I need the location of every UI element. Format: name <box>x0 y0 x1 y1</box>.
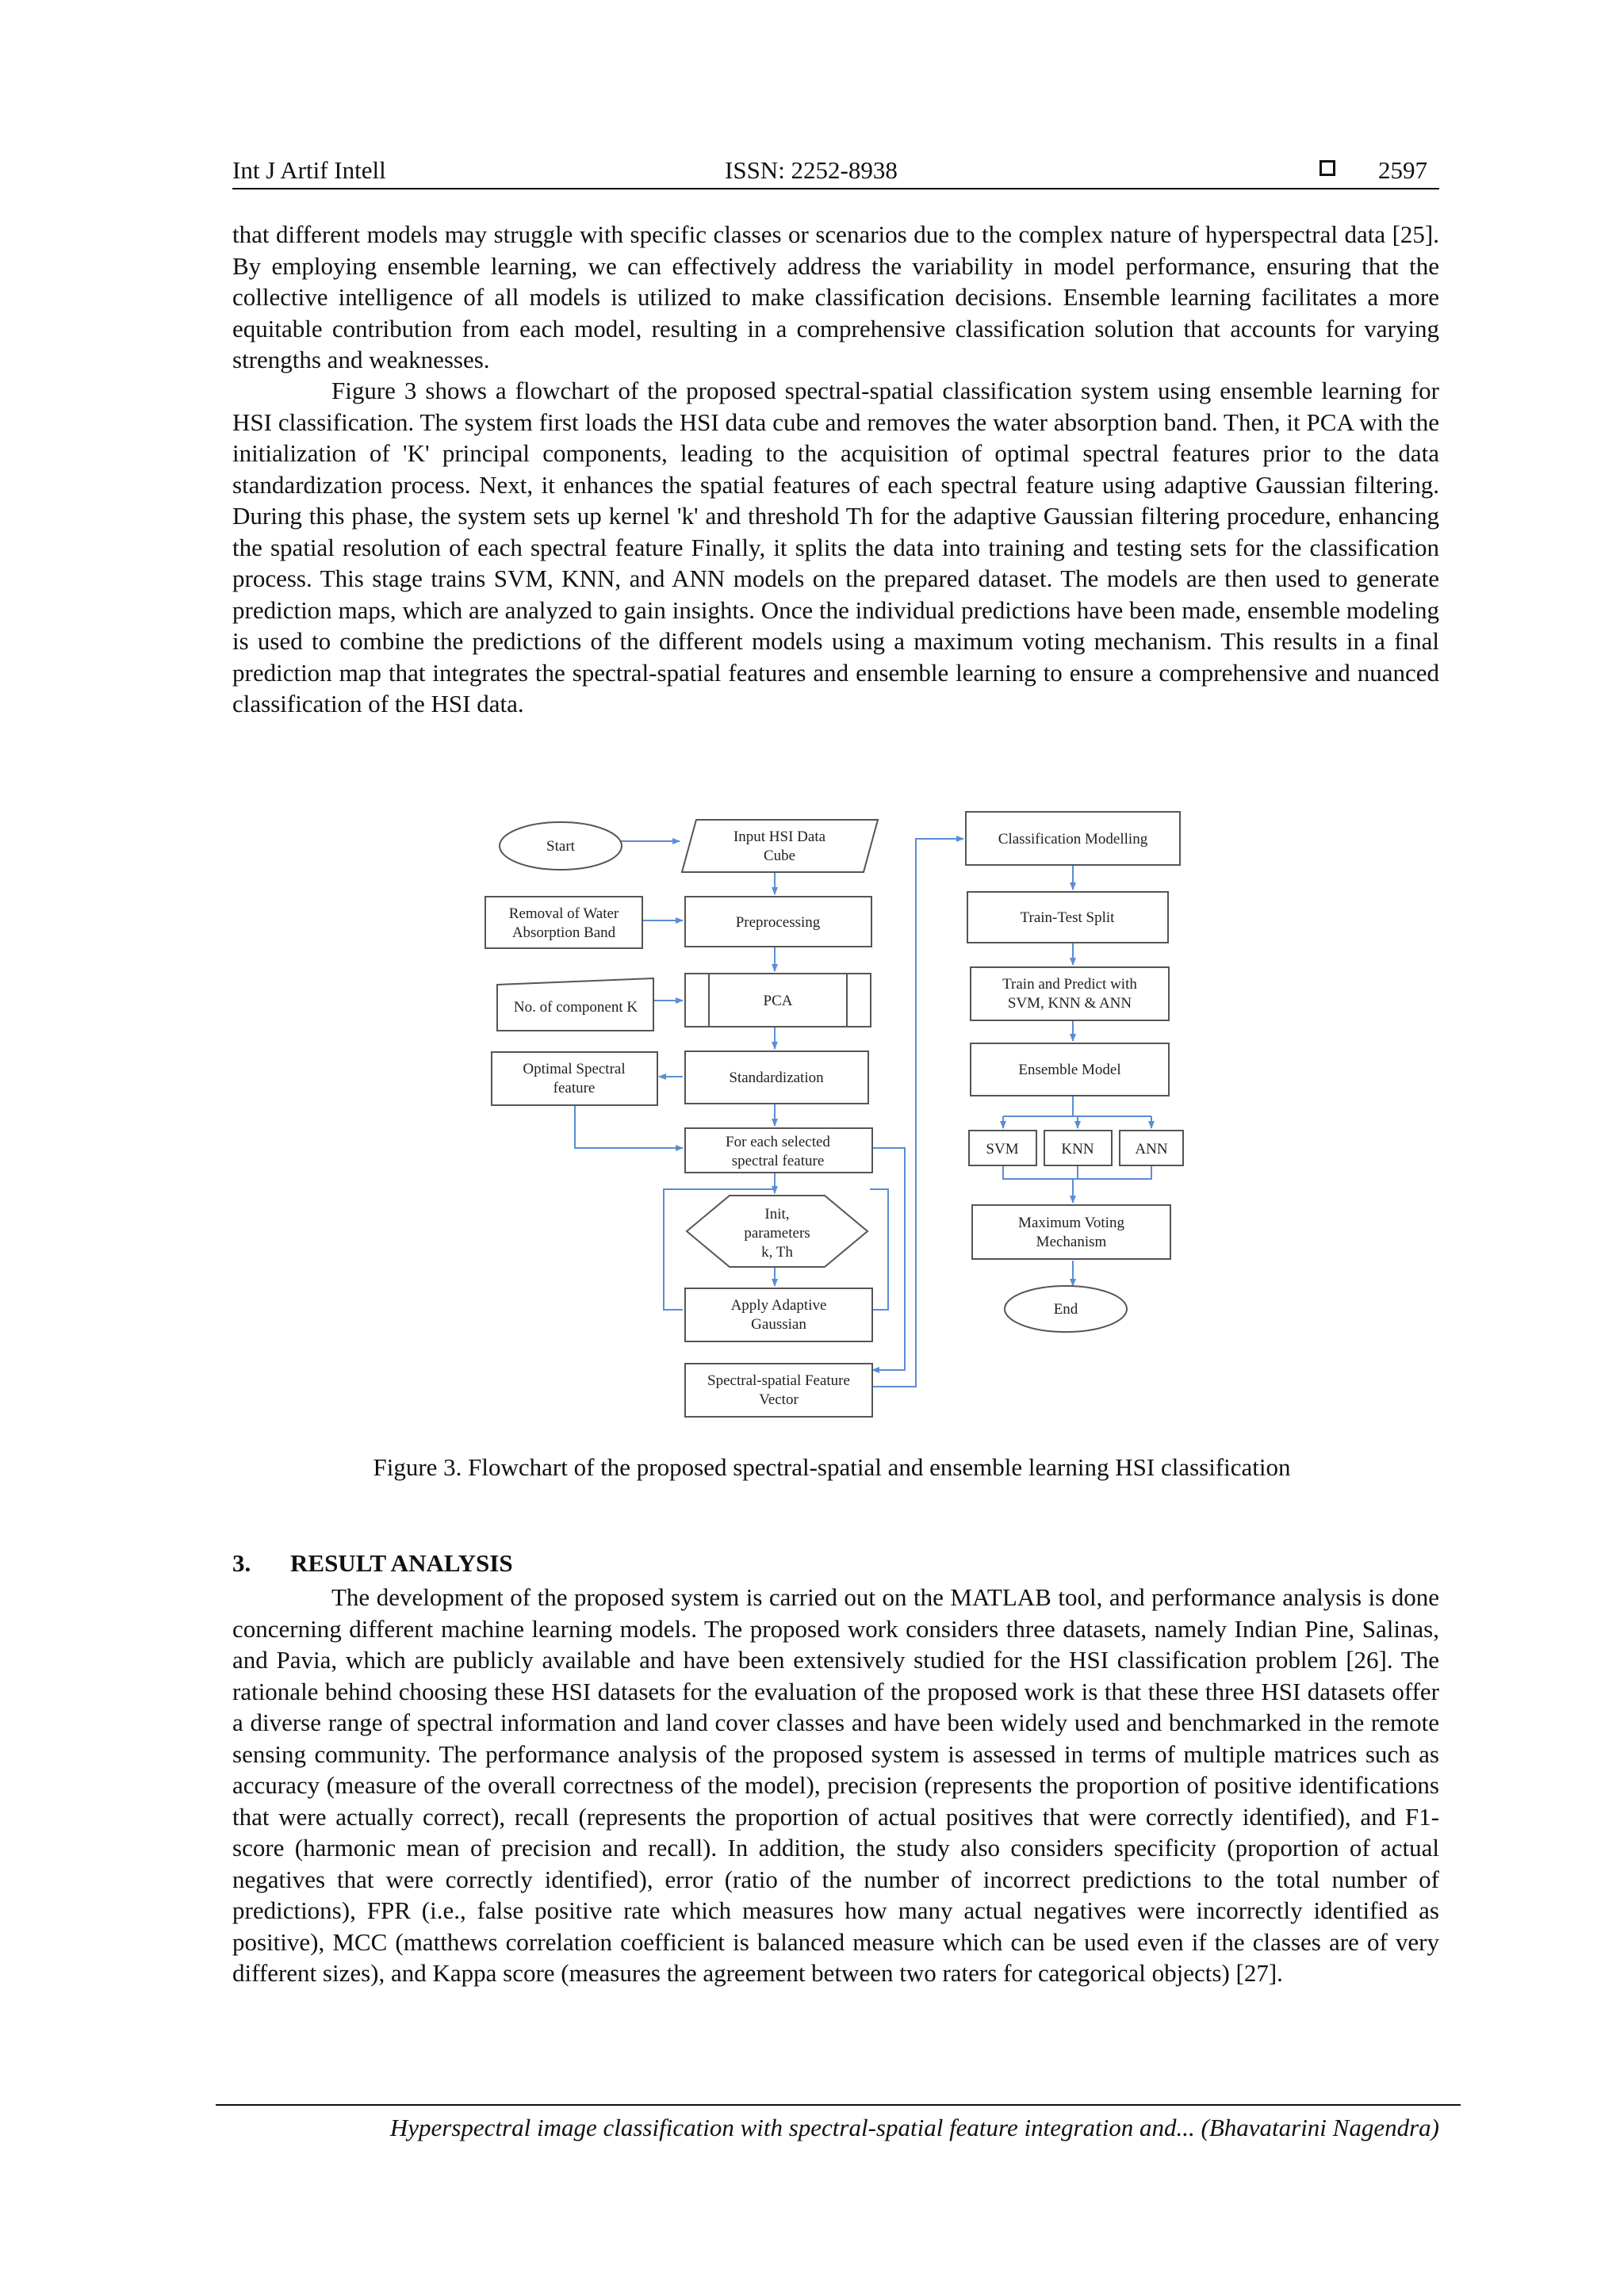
flowchart-classification-modelling <box>966 812 1180 865</box>
svg-text:Init,: Init, <box>764 1206 790 1223</box>
figure-caption: Figure 3. Flowchart of the proposed spectral-spatial and ensemble learning HSI classification <box>373 1453 1291 1481</box>
journal-name: Int J Artif Intell <box>232 156 386 184</box>
svg-text:Standardization: Standardization <box>729 1070 824 1086</box>
svg-text:parameters: parameters <box>744 1225 810 1242</box>
svg-text:Train and Predict with: Train and Predict with <box>1002 976 1137 993</box>
body-paragraph-1: that different models may struggle with specific classes or scenarios due to the complex nature of hyperspectral data [25]. By employing ensemble learning, we can effectively address the variability in model performance, ensuring that the collective intelligence of all models is utilized to make classification decisions. Ensemble learning facilitates a more equitable contribution from each model, resulting in a comprehensive classification solution that accounts for varying strengths and weaknesses. <box>232 220 1439 373</box>
flowchart-preprocessing <box>685 897 871 947</box>
svg-text:No. of component K: No. of component K <box>513 999 638 1016</box>
flowchart-init-parameters <box>687 1196 868 1267</box>
svg-text:Spectral-spatial Feature: Spectral-spatial Feature <box>707 1372 850 1389</box>
svg-text:Start: Start <box>546 838 575 855</box>
flowchart-start <box>500 822 622 870</box>
flowchart-max-voting <box>972 1205 1170 1259</box>
issn: ISSN: 2252-8938 <box>725 156 898 184</box>
svg-text:PCA: PCA <box>763 993 793 1009</box>
svg-text:Cube: Cube <box>763 848 796 864</box>
svg-text:KNN: KNN <box>1061 1141 1094 1158</box>
flowchart-adaptive-gaussian <box>685 1288 872 1341</box>
flowchart-pca <box>685 974 871 1027</box>
flowchart-knn <box>1044 1131 1112 1165</box>
svg-text:Optimal Spectral: Optimal Spectral <box>523 1061 626 1077</box>
page-number: 2597 <box>1378 156 1427 184</box>
svg-text:Classification Modelling: Classification Modelling <box>998 831 1148 848</box>
flowchart-train-test-split <box>967 892 1168 943</box>
svg-text:Apply Adaptive: Apply Adaptive <box>730 1297 827 1314</box>
svg-text:ANN: ANN <box>1135 1141 1168 1158</box>
svg-text:Mechanism: Mechanism <box>1036 1234 1107 1250</box>
svg-text:Removal of Water: Removal of Water <box>508 905 619 922</box>
svg-text:Input HSI Data: Input HSI Data <box>733 828 826 845</box>
svg-text:feature: feature <box>553 1080 596 1096</box>
svg-text:End: End <box>1053 1301 1078 1318</box>
svg-text:Maximum Voting: Maximum Voting <box>1018 1215 1124 1231</box>
flowchart-train-predict <box>971 967 1169 1020</box>
svg-text:For each selected: For each selected <box>726 1134 830 1150</box>
flowchart-svm <box>969 1131 1036 1165</box>
svg-text:spectral feature: spectral feature <box>731 1153 825 1169</box>
flowchart-num-components <box>497 978 653 1031</box>
svg-text:Preprocessing: Preprocessing <box>735 914 821 931</box>
flowchart-feature-vector <box>685 1364 872 1417</box>
flowchart-optimal-spectral <box>492 1052 657 1105</box>
flowchart-ann <box>1120 1131 1183 1165</box>
flowchart-input-data-cube <box>682 820 878 872</box>
svg-text:SVM: SVM <box>986 1141 1019 1158</box>
section-number: 3. <box>232 1549 251 1577</box>
svg-text:Train-Test Split: Train-Test Split <box>1020 909 1115 926</box>
svg-text:Absorption Band: Absorption Band <box>511 924 616 941</box>
flowchart-for-each <box>685 1128 872 1173</box>
svg-text:Gaussian: Gaussian <box>751 1316 806 1333</box>
flowchart-water-removal <box>485 897 642 948</box>
flowchart-end <box>1005 1286 1127 1332</box>
svg-text:k, Th: k, Th <box>761 1244 793 1261</box>
body-paragraph-3: The development of the proposed system is carried out on the MATLAB tool, and performance analysis is done concerning different machine learning models. The proposed work considers three datasets, namely Indian Pine, Salinas, and Pavia, which are publicly available and have been extensively studied for the HSI classification problem [26]. The rationale behind choosing these HSI datasets for the evaluation of the proposed work is that these three HSI datasets offer a diverse range of spectral information and land cover classes and have been widely used and benchmarked in the remote sensing community. The performance analysis of the proposed system is assessed in terms of multiple matrices such as accuracy (measure of the overall correctness of the model), precision (represents the proportion of positive identifications that were actually correct), recall (represents the proportion of actual positives that were correctly identified), and F1-score (harmonic mean of precision and recall). In addition, the study also considers specificity (proportion of actual negatives that were correctly identified), error (ratio of the number of incorrect predictions to the total number of predictions), FPR (i.e., false positive rate which measures how many actual negatives were incorrectly identified as positive), MCC (matthews correlation coefficient is balanced measure which can be used even if the classes are of very different sizes), and Kappa score (measures the agreement between two raters for categorical objects) [27]. <box>232 1583 1439 1987</box>
section-heading <box>232 1548 513 1578</box>
section-title: RESULT ANALYSIS <box>290 1549 513 1577</box>
running-footer: Hyperspectral image classification with spectral-spatial feature integration and... (Bhavatarini Nagendra) <box>389 2114 1439 2141</box>
flowchart-ensemble-model <box>971 1043 1169 1096</box>
svg-text:Ensemble Model: Ensemble Model <box>1018 1062 1121 1078</box>
svg-text:SVM, KNN & ANN: SVM, KNN & ANN <box>1007 995 1132 1012</box>
footer-rule <box>216 2104 1461 2106</box>
svg-text:Vector: Vector <box>759 1391 799 1408</box>
flowchart-standardization <box>685 1051 868 1104</box>
body-paragraph-2: Figure 3 shows a flowchart of the proposed spectral-spatial classification system using ensemble learning for HSI classification. The system first loads the HSI data cube and removes the water absorption band. Then, it PCA with the initialization of 'K' principal components, leading to the acquisition of optimal spectral features prior to the data standardization process. Next, it enhances the spatial features of each spectral feature using adaptive Gaussian filtering. During this phase, the system sets up kernel 'k' and threshold Th for the adaptive Gaussian filtering procedure, enhancing the spatial resolution of each spectral feature Finally, it splits the data into training and testing sets for the classification process. This stage trains SVM, KNN, and ANN models on the prepared dataset. The models are then used to generate prediction maps, which are analyzed to gain insights. Once the individual predictions have been made, ensemble modeling is used to combine the predictions of the different models using a maximum voting mechanism. This results in a final prediction map that integrates the spectral-spatial features and ensemble learning to ensure a comprehensive and nuanced classification of the HSI data. <box>232 377 1439 718</box>
